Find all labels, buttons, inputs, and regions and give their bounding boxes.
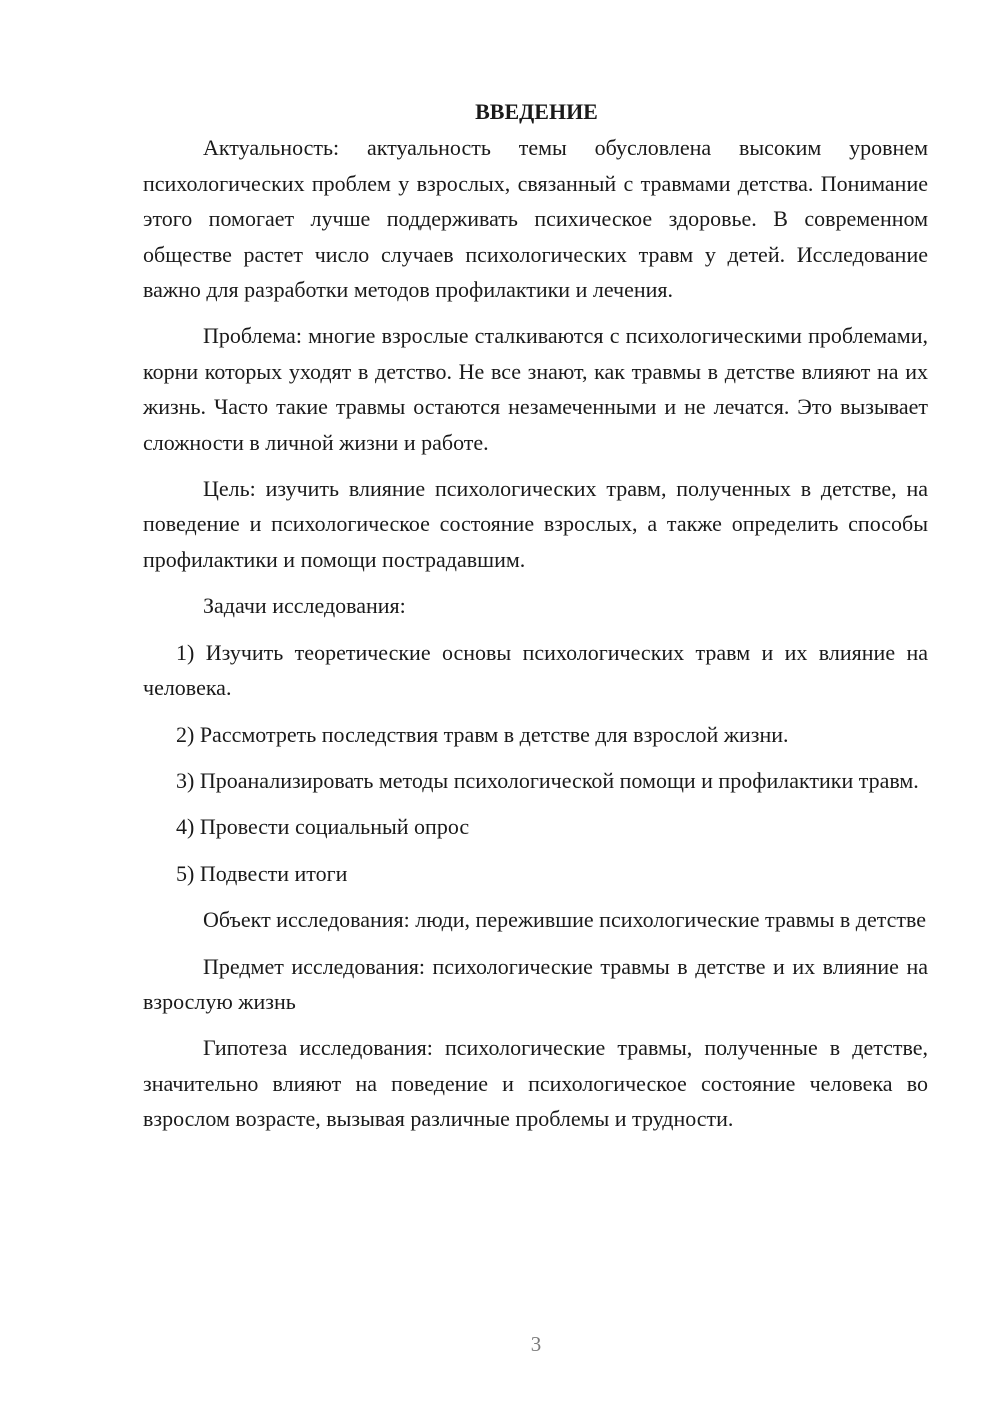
task-item-2: 2) Рассмотреть последствия травм в детстве для взрослой жизни.: [176, 721, 789, 747]
paragraph-object: Объект исследования: люди, пережившие психологические травмы в детстве: [203, 907, 927, 933]
task-item-1: 1) Изучить теоретические основы психологических травм и их влияние на человека.: [143, 639, 928, 701]
paragraph-hypothesis: Гипотеза исследования: психологические травмы, полученные в детстве, значительно влияют на поведение и психологическое состояние человека во взрослом возрасте, вызывая различные проблемы и трудности.: [143, 1035, 928, 1132]
paragraph-goal: Цель: изучить влияние психологических травм, полученных в детстве, на поведение и психологическое состояние взрослых, а также определить способы профилактики и помощи пострадавшим.: [143, 476, 928, 572]
page-body: [143, 94, 928, 1148]
paragraph-problem: Проблема: многие взрослые сталкиваются с психологическими проблемами, корни которых уходят в детство. Не все знают, как травмы в детстве влияют на их жизнь. Часто такие травмы остаются незамеченными и не лечатся. Это вызывает сложности в личной жизни и работе.: [143, 323, 928, 455]
paragraph-relevance: Актуальность: актуальность темы обусловлена высоким уровнем психологических проблем у взрослых, связанный с травмами детства. Понимание этого помогает лучше поддерживать психическое здоровье. В современном обществе растет число случаев психологических травм у детей. Исследование важно для разработки методов профилактики и лечения.: [143, 135, 928, 303]
tasks-heading: Задачи исследования:: [203, 593, 406, 619]
task-item-4: 4) Провести социальный опрос: [176, 814, 470, 840]
paragraph-subject: Предмет исследования: психологические травмы в детстве и их влияние на взрослую жизнь: [143, 953, 928, 1014]
page-number: 3: [530, 1332, 542, 1356]
page-title: ВВЕДЕНИЕ: [475, 99, 598, 124]
task-item-5: 5) Подвести итоги: [176, 860, 348, 886]
task-item-3: 3) Проанализировать методы психологической помощи и профилактики травм.: [176, 767, 919, 793]
